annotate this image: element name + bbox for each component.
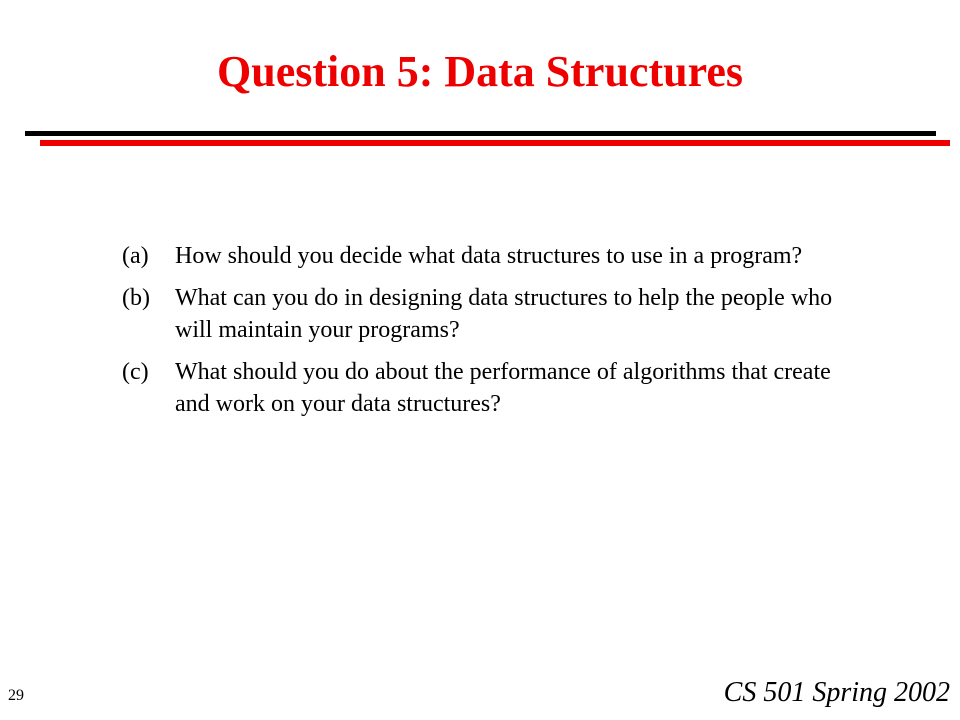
question-text: How should you decide what data structures to use in a program? — [175, 243, 803, 269]
question-marker: (b) — [122, 285, 150, 311]
question-item-a — [122, 240, 842, 272]
question-marker: (c) — [122, 359, 149, 385]
slide-number: 29 — [8, 687, 24, 704]
question-item-b — [122, 282, 842, 346]
question-marker: (a) — [122, 243, 149, 269]
question-list — [122, 240, 842, 430]
title-underline-red — [40, 140, 950, 146]
question-text: What should you do about the performance of algorithms that create and work on your data structures? — [175, 359, 831, 417]
course-label: CS 501 Spring 2002 — [723, 677, 950, 708]
question-item-c — [122, 356, 842, 420]
title-underline-black — [25, 131, 936, 136]
question-text: What can you do in designing data structures to help the people who will maintain your programs? — [175, 285, 833, 343]
slide-title: Question 5: Data Structures — [217, 47, 743, 96]
